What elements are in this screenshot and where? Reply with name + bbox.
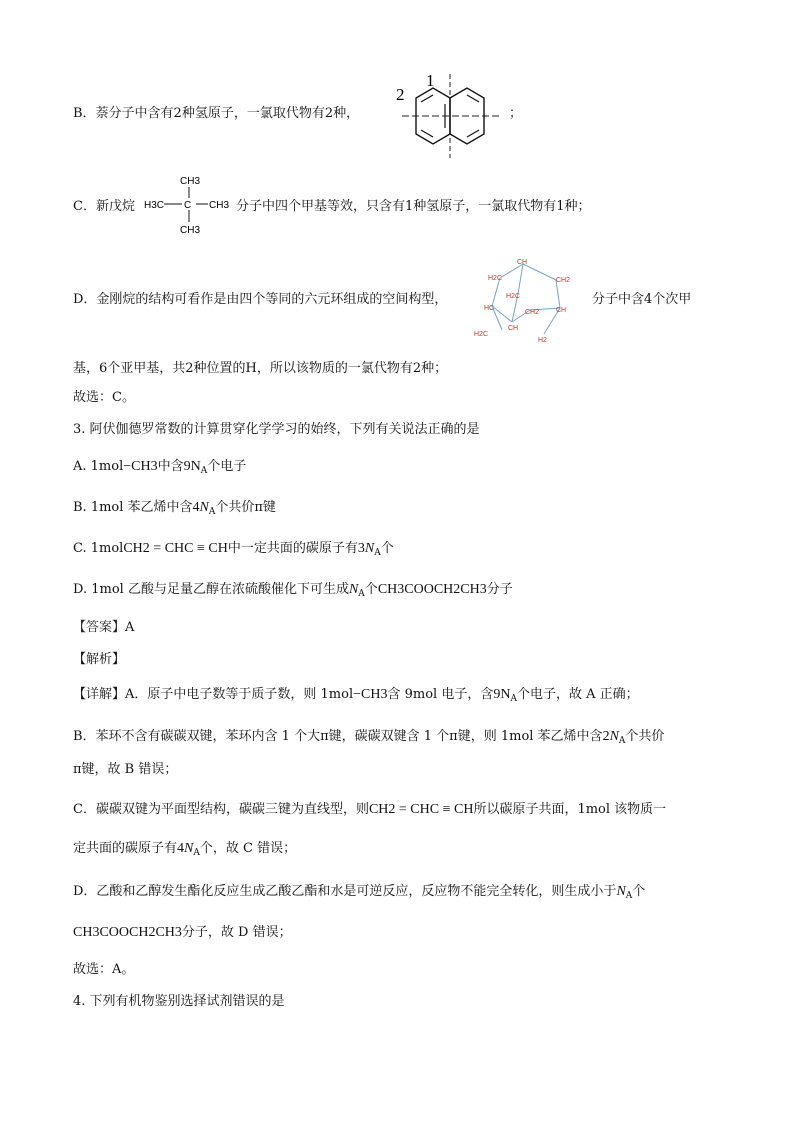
q3-a-sub: A [200,466,208,476]
detail-c2 [73,839,296,859]
q3-option-d [73,580,513,600]
detail-b1-text1: B．苯环不含有碳碳双键，苯环内含 1 个大π键，碳碳双键含 1 个π键，则 1mol 苯乙烯中含 [73,729,603,744]
option-c-lead: C．新戊烷 [73,199,135,214]
q3-a-mid: 中含 [157,459,184,474]
q3-b-tail: 个共价π键 [215,500,276,515]
neopentane-ch3-bottom: CH3 [180,225,201,236]
q3-a-num: 9N [183,459,201,474]
detail-d2 [73,923,292,943]
detail-b1-n: N [609,729,619,744]
adamantane-ch2-tl: H2C [488,275,503,282]
option-d-text1: D．金刚烷的结构可看作是由四个等同的六元环组成的空间构型， [73,292,448,307]
q3-c-mid: 中一定共面的碳原子有 [227,541,358,556]
naphthalene-structure [392,68,522,163]
q3-b-num: 4 [192,500,200,515]
q3-option-c [73,539,394,559]
option-b-line [73,104,359,124]
option-c-text: 分子中四个甲基等效，只含有1种氢原子，一氯取代物有1种； [236,199,591,214]
detail-d1-text1: D．乙酸和乙醇发生酯化反应生成乙酸乙酯和水是可逆反应，反应物不能完全转化，则生成小于 [73,884,617,899]
neopentane-ch3-top: CH3 [180,176,201,187]
q3-a-formula: −CH3 [123,459,158,474]
q3-option-a [73,457,246,477]
conclusion: 故选：A。 [73,962,135,977]
q3-b-lead: B. 1mol 苯乙烯中含 [73,500,193,515]
naphthalene-label-1: 1 [426,71,435,90]
q3-c-num: 3 [357,541,365,556]
adamantane-ch-top: CH [517,259,528,266]
naphthalene-label-2: 2 [396,85,405,104]
detail-d1-n: N [616,884,626,899]
analysis-label: 【解析】 [73,652,126,667]
adamantane-ch-right: CH [556,307,567,314]
q3-c-formula: CH2 = CHC ≡ CH [123,541,228,556]
detail-b2: π键，故 B 错误； [73,762,178,777]
q3-d-tail: 分子 [486,582,513,597]
detail-a-formula: −CH3 [353,687,388,702]
answer-line [73,618,134,638]
detail-b1 [73,727,664,747]
option-b-text: B．萘分子中含有2种氢原子，一氯取代物有2种， [73,106,360,121]
q3-d-sub: A [358,589,365,599]
detail-c2-num: 4 [177,841,185,856]
detail-c2-sub: A [193,848,200,858]
detail-c2-text2: 个，故 C 错误； [199,841,297,856]
detail-a-sub: A [510,694,517,704]
q3-d-n: N [348,582,359,597]
adamantane-ch2-tr: CH2 [556,277,571,284]
q3-b-sub: A [208,507,216,517]
adamantane-ch2-bl: H2C [474,331,489,338]
q3-c-tail: 个 [380,541,394,556]
detail-d2-text: 分子，故 D 错误； [181,925,292,940]
option-d-text3: 基，6个亚甲基，共2种位置的H，所以该物质的一氯代物有2种； [73,361,448,376]
detail-c2-n: N [184,841,194,856]
option-d-text2: 分子中含4个次甲 [592,292,692,307]
conclusion-prev: 故选：C。 [73,390,135,405]
detail-d1-text2: 个 [632,884,646,899]
neopentane-ch3-right: CH3 [209,200,230,211]
adamantane-ch2-center: CH2 [525,309,540,316]
detail-c1-formula: CH2 = CHC ≡ CH [368,802,474,817]
answer-label: 【答案】 [73,620,126,635]
detail-label: 【详解】 [73,687,126,702]
q3-a-tail: 个电子 [207,459,247,474]
detail-c1 [73,800,666,820]
detail-c2-text1: 定共面的碳原子有 [73,841,178,856]
adamantane-ch-left: HC [484,305,495,312]
detail-d1 [73,882,645,902]
adamantane-structure [470,250,578,350]
detail-a-num: 9N [493,687,511,702]
detail-c1-text2: 所以碳原子共面，1mol 该物质一 [473,802,667,817]
neopentane-center-c: C [184,200,192,211]
adamantane-ch-bottom: CH [508,325,519,332]
q3-c-sub: A [374,548,381,558]
q3-stem: 3. 阿伏伽德罗常数的计算贯穿化学学习的始终，下列有关说法正确的是 [73,422,480,437]
q3-d-mid: 个 [364,582,378,597]
detail-b1-text2: 个共价 [625,729,665,744]
neopentane-h3c: H3C [144,200,165,211]
q3-c-n: N [364,541,375,556]
detail-a [73,685,639,705]
q3-option-b [73,498,276,518]
detail-b1-num: 2 [602,729,610,744]
detail-a-text1: A．原子中电子数等于质子数，则 1mol [125,687,354,702]
adamantane-ch2-mid: H2C [506,293,521,300]
answer-value: A [125,620,135,635]
q3-d-lead: D. 1mol 乙酸与足量乙醇在浓硫酸催化下可生成 [73,582,349,597]
adamantane-ch2-bottom: H2 [538,337,547,344]
option-b-tail: ； [509,106,523,121]
detail-b1-sub: A [618,736,626,746]
detail-a-text2: 含 9mol 电子，含 [387,687,494,702]
neopentane-structure [144,170,234,240]
detail-d1-sub: A [625,891,633,901]
detail-c1-text1: C．碳碳双键为平面型结构，碳碳三键为直线型，则 [73,802,369,817]
detail-d2-formula: CH3COOCH2CH3 [73,925,182,940]
q3-d-formula: CH3COOCH2CH3 [377,582,487,597]
q3-b-n: N [199,500,209,515]
detail-a-text3: 个电子，故 A 正确； [516,687,639,702]
q3-a-lead: A. 1mol [73,459,124,474]
q3-c-lead: C. 1mol [73,541,124,556]
q4-stem: 4. 下列有机物鉴别选择试剂错误的是 [73,994,285,1009]
